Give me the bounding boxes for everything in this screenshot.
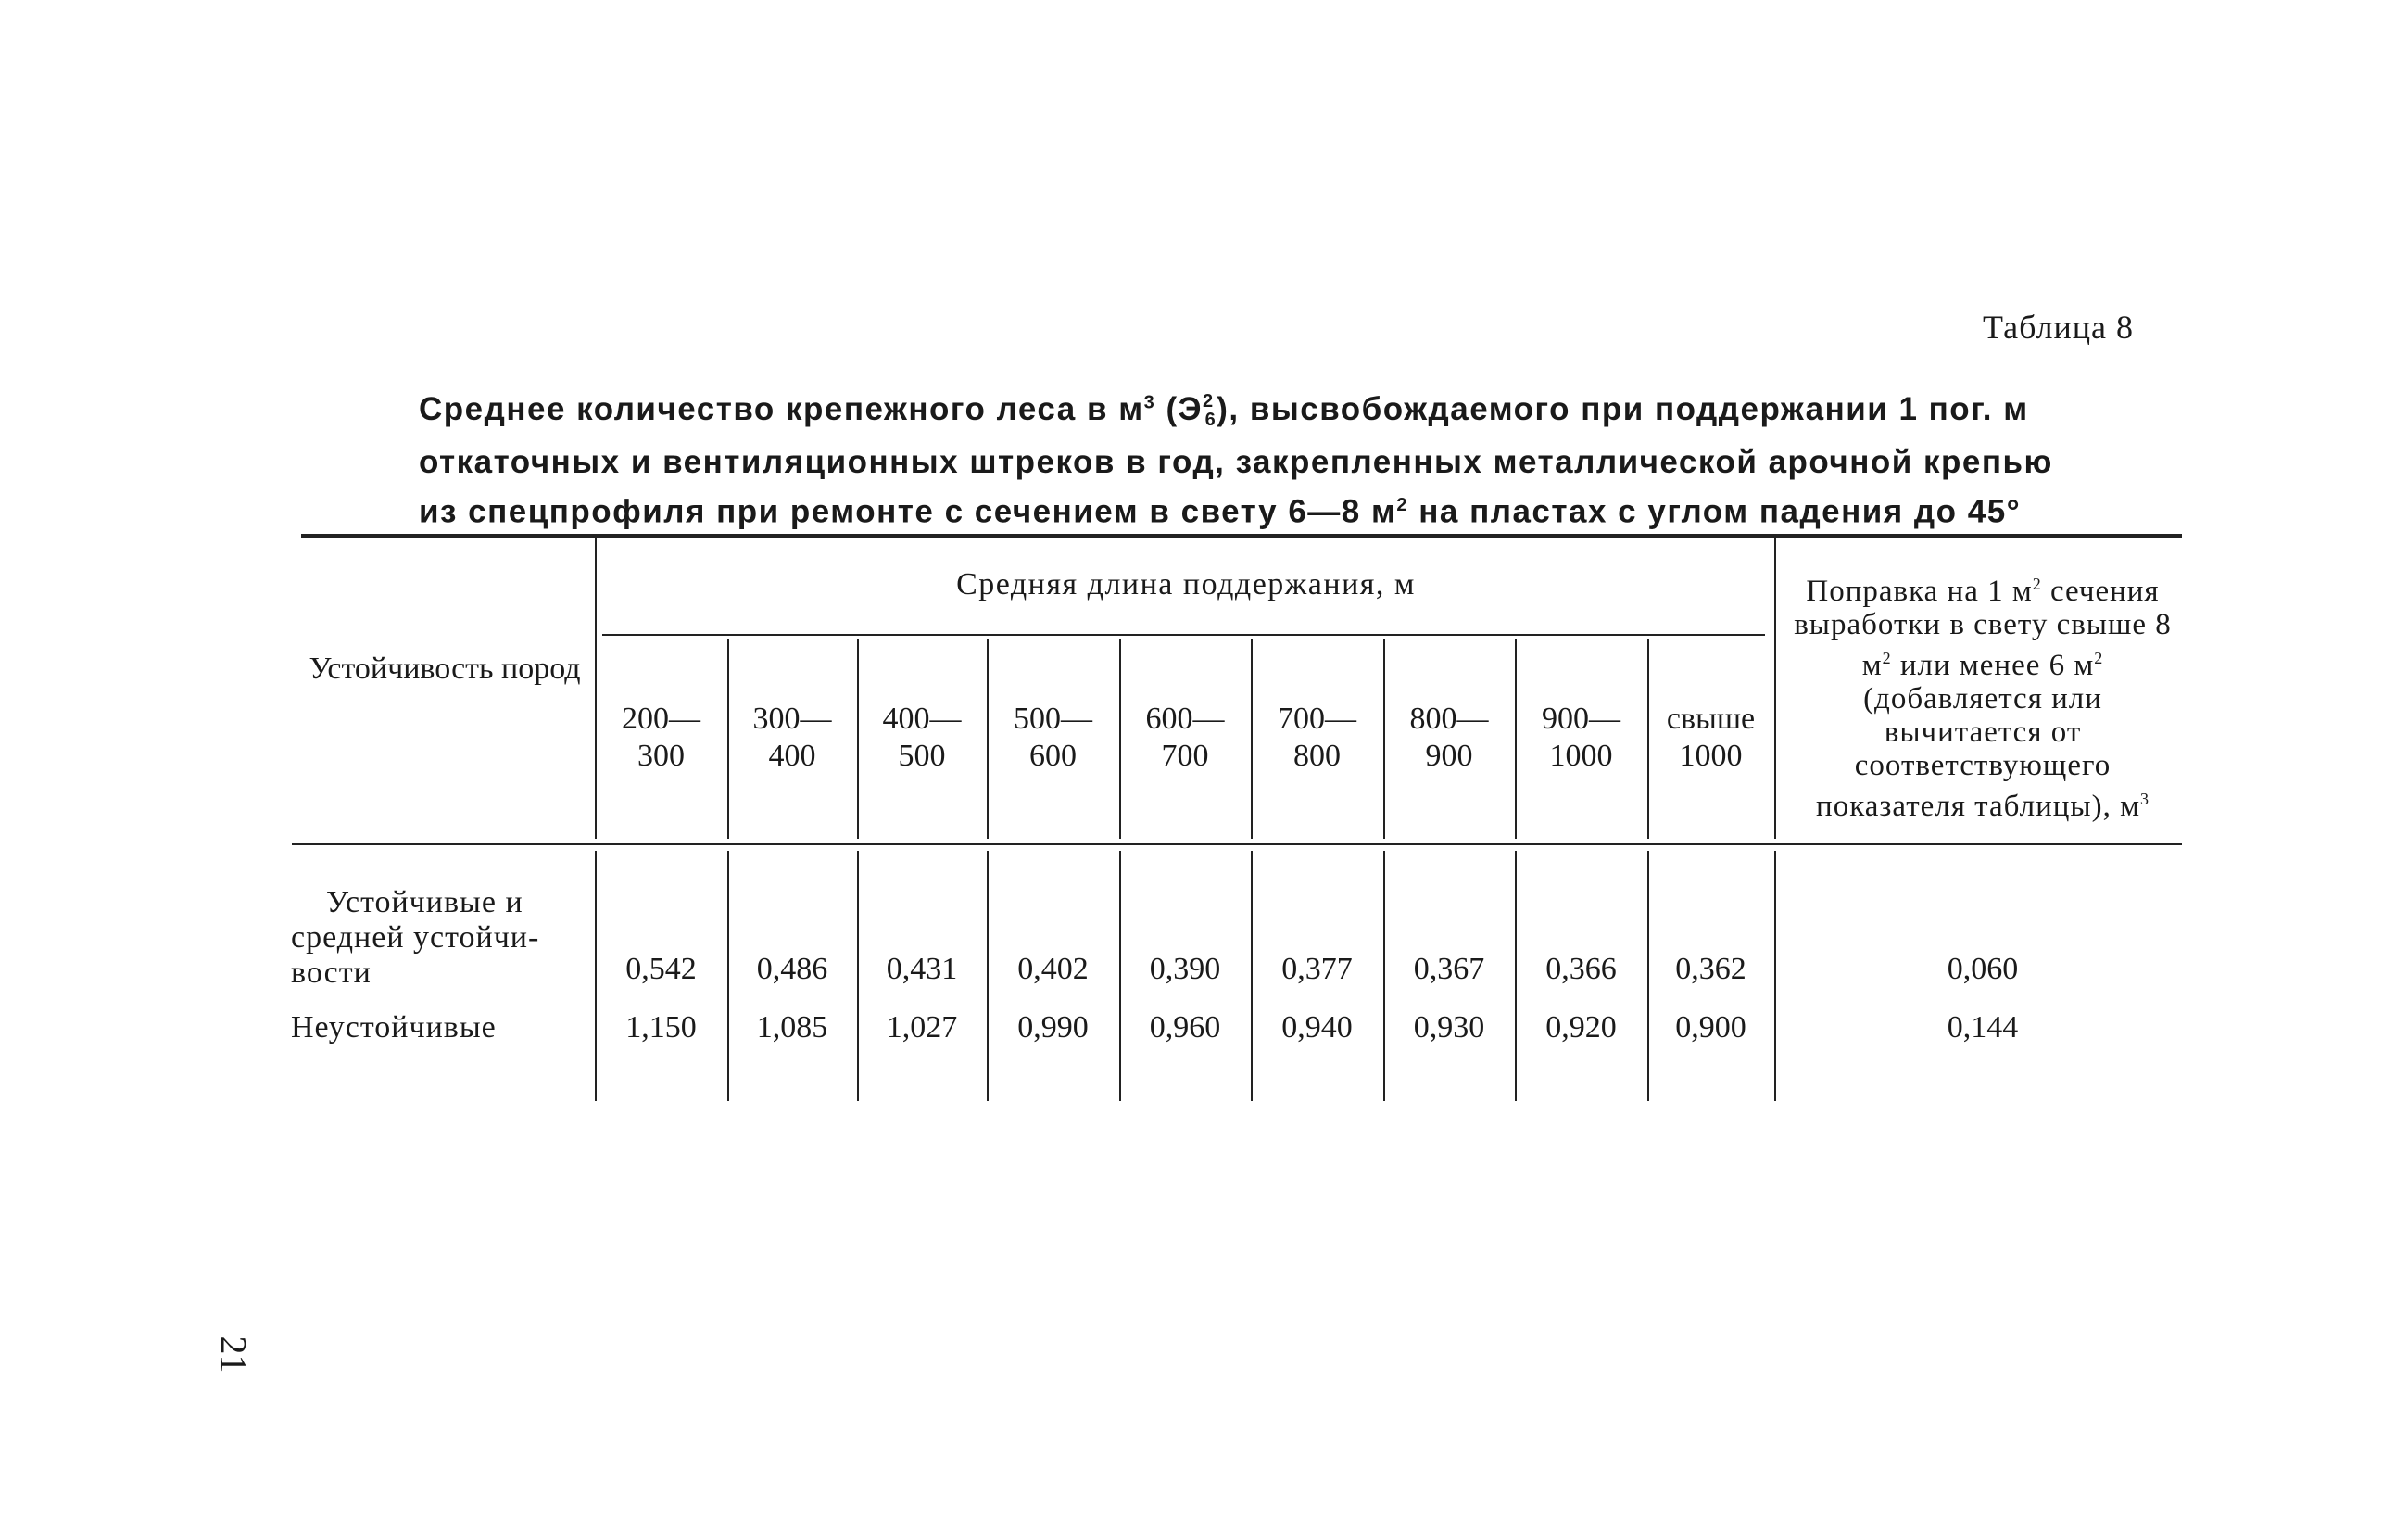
caption-text: ), высвобождаемого при поддержании 1 пог. м bbox=[1217, 391, 2029, 427]
stub-header bbox=[306, 641, 584, 697]
caption-line-1 bbox=[419, 380, 2133, 441]
row-label-line: Устойчивые и bbox=[326, 885, 523, 919]
length-range-end: 700 bbox=[1161, 739, 1209, 773]
table-cell: 0,542 bbox=[625, 952, 697, 986]
length-range-end: 900 bbox=[1425, 739, 1473, 773]
length-range-start: 200— bbox=[622, 702, 700, 736]
correction-header-text: (добавляется или вычитается от соответствующего показателя таблицы), м bbox=[1816, 682, 2140, 823]
table-cell: 0,367 bbox=[1413, 952, 1485, 986]
stub-column-divider bbox=[595, 538, 597, 839]
caption-code-indices bbox=[1203, 391, 1217, 430]
caption-superscript: 2 bbox=[1396, 495, 1409, 515]
caption-line-2: откаточных и вентиляционных штреков в год, закрепленных металлической арочной крепью bbox=[419, 444, 2053, 480]
length-column-header bbox=[1649, 701, 1772, 775]
correction-header-sup: 2 bbox=[2094, 649, 2104, 667]
length-range-start: 400— bbox=[882, 702, 962, 736]
caption-superscript: 3 bbox=[1143, 392, 1156, 413]
page-number: 21 bbox=[212, 1336, 255, 1374]
length-range-start: 700— bbox=[1278, 702, 1356, 736]
correction-cell: 0,060 bbox=[1947, 952, 2019, 986]
correction-header-sup: 2 bbox=[2032, 575, 2042, 593]
length-range-end: 800 bbox=[1293, 739, 1341, 773]
table-cell: 0,960 bbox=[1149, 1010, 1221, 1045]
table-cell: 0,362 bbox=[1675, 952, 1746, 986]
table-cell: 0,431 bbox=[886, 952, 958, 986]
row-label-line: средней устойчи- bbox=[291, 920, 540, 955]
length-range-end: 400 bbox=[768, 739, 816, 773]
correction-header-text: сечения выработки в свету свыше 8 м bbox=[1794, 575, 2172, 682]
table-cell: 0,402 bbox=[1017, 952, 1089, 986]
length-column-header bbox=[859, 701, 985, 775]
table-top-rule bbox=[301, 534, 2182, 538]
caption-text: из спецпрофиля при ремонте с сечением в свету 6—8 м bbox=[419, 493, 1397, 530]
table-cell: 0,366 bbox=[1545, 952, 1617, 986]
table-cell: 0,920 bbox=[1545, 1010, 1617, 1045]
correction-cell: 0,144 bbox=[1947, 1010, 2019, 1045]
table-cell: 0,940 bbox=[1281, 1010, 1353, 1045]
table-caption bbox=[419, 380, 2133, 534]
row-label-line: вости bbox=[291, 956, 372, 990]
length-column-header bbox=[729, 701, 855, 775]
length-range-end: 600 bbox=[1029, 739, 1077, 773]
table-cell: 0,930 bbox=[1413, 1010, 1485, 1045]
row-label-stable bbox=[291, 885, 539, 991]
caption-text: Среднее количество крепежного леса в м bbox=[419, 391, 1144, 427]
length-range-start: 500— bbox=[1014, 702, 1092, 736]
correction-header-sup: 2 bbox=[1882, 649, 1892, 667]
correction-header-text: или менее 6 м bbox=[1891, 649, 2095, 682]
row-label-unstable bbox=[291, 1010, 497, 1045]
length-range-start: 600— bbox=[1145, 702, 1225, 736]
table-cell: 0,377 bbox=[1281, 952, 1353, 986]
length-range-end: 1000 bbox=[1549, 739, 1613, 773]
length-column-header bbox=[1517, 701, 1645, 775]
body-column-divider bbox=[1774, 851, 1776, 1101]
length-column-header bbox=[1385, 701, 1513, 775]
correction-column-divider bbox=[1774, 538, 1776, 839]
length-range-start: 800— bbox=[1409, 702, 1489, 736]
caption-text: на пластах с углом падения до 45° bbox=[1408, 493, 2022, 530]
table-cell: 0,900 bbox=[1675, 1010, 1746, 1045]
length-range-start: 900— bbox=[1542, 702, 1620, 736]
table-cell: 0,486 bbox=[756, 952, 828, 986]
caption-code: (Э bbox=[1166, 391, 1204, 427]
table-cell: 0,990 bbox=[1017, 1010, 1089, 1045]
length-range-end: 300 bbox=[637, 739, 685, 773]
group-header: Средняя длина поддержания, м bbox=[956, 567, 1416, 601]
length-range-end: 500 bbox=[898, 739, 946, 773]
length-column-header bbox=[1121, 701, 1249, 775]
length-column-header bbox=[989, 701, 1117, 775]
header-bottom-rule bbox=[292, 843, 2182, 845]
length-column-header bbox=[597, 701, 725, 775]
table-cell: 1,150 bbox=[625, 1010, 697, 1045]
row-label-line: Неустойчивые bbox=[291, 1010, 497, 1045]
correction-header bbox=[1784, 567, 2182, 823]
correction-header-text: Поправка на 1 м bbox=[1806, 575, 2033, 608]
caption-code-sup: 2 bbox=[1203, 391, 1215, 411]
caption-code-sub: 6 bbox=[1204, 410, 1217, 430]
stub-header-text: Устойчивость пород bbox=[309, 652, 581, 686]
table-cell: 1,085 bbox=[756, 1010, 828, 1045]
correction-header-sup: 3 bbox=[2139, 790, 2150, 808]
length-column-header bbox=[1253, 701, 1381, 775]
table-cell: 0,390 bbox=[1149, 952, 1221, 986]
group-header-rule bbox=[602, 634, 1765, 636]
length-range-start: 300— bbox=[752, 702, 832, 736]
table-label: Таблица 8 bbox=[1983, 309, 2134, 346]
caption-line-3 bbox=[419, 484, 2133, 534]
length-range-start: свыше bbox=[1666, 702, 1756, 736]
table-cell: 1,027 bbox=[886, 1010, 958, 1045]
length-range-end: 1000 bbox=[1679, 739, 1743, 773]
